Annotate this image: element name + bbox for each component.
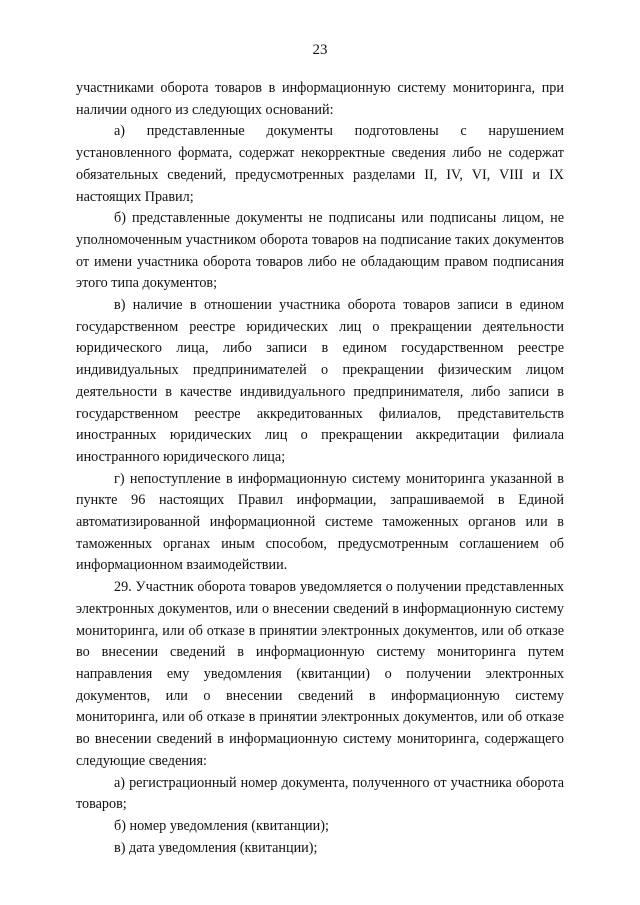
paragraph-clause-29-item-v: в) дата уведомления (квитанции); (114, 839, 318, 856)
paragraph-item-b-signature: б) представленные документы не подписаны или подписаны лицом, не уполномоченным участником оборота товаров на подписание таких документов от имени участника оборота товаров либо не обладающим правом подписания этого типа документов; (76, 210, 564, 292)
paragraph-clause-29: 29. Участник оборота товаров уведомляется о получении представленных электронных документов, или о внесении сведений в информационную систему мониторинга, или об отказе в принятии электронных документов, или об отказе во внесении сведений в информационную систему мониторинга путем направления ему уведомления (квитанции) о получении электронных документов, или о внесении сведений в информационную систему мониторинга, или об отказе в принятии электронных документов, или об отказе во внесении сведений в информационную систему мониторинга, содержащего следующие сведения: (76, 579, 564, 769)
paragraph-item-g-customs: г) непоступление в информационную систему мониторинга указанной в пункте 96 настоящих Правил информации, запрашиваемой в Единой автоматизированной информационной системе таможенных органов или в таможенных органах иным способом, предусмотренным соглашением об информационном взаимодействии. (76, 470, 564, 574)
paragraph-clause-29-item-b: б) номер уведомления (квитанции); (114, 817, 329, 834)
paragraph-item-a-format: а) представленные документы подготовлены с нарушением установленного формата, содержат некорректные сведения либо не содержат обязательных сведений, предусмотренных разделами II, IV, VI, VIII и IX настоящих Правил; (76, 123, 564, 205)
paragraph-item-v-registry: в) наличие в отношении участника оборота товаров записи в едином государственном реестре юридических лиц о прекращении деятельности юридического лица, либо записи в едином государственном реестре индивидуальных предпринимателей о прекращении физическим лицом деятельности в качестве индивидуального предпринимателя, либо записи в государственном реестре аккредитованных филиалов, представительств иностранных юридических лиц о прекращении аккредитации филиала иностранного юридического лица; (76, 297, 564, 465)
document-body (76, 78, 564, 859)
paragraph-clause-29-item-a: а) регистрационный номер документа, полученного от участника оборота товаров; (76, 774, 564, 813)
paragraph-intro-continuation: участниками оборота товаров в информационную систему мониторинга, при наличии одного из следующих оснований: (76, 80, 564, 118)
page-number: 23 (312, 42, 328, 58)
